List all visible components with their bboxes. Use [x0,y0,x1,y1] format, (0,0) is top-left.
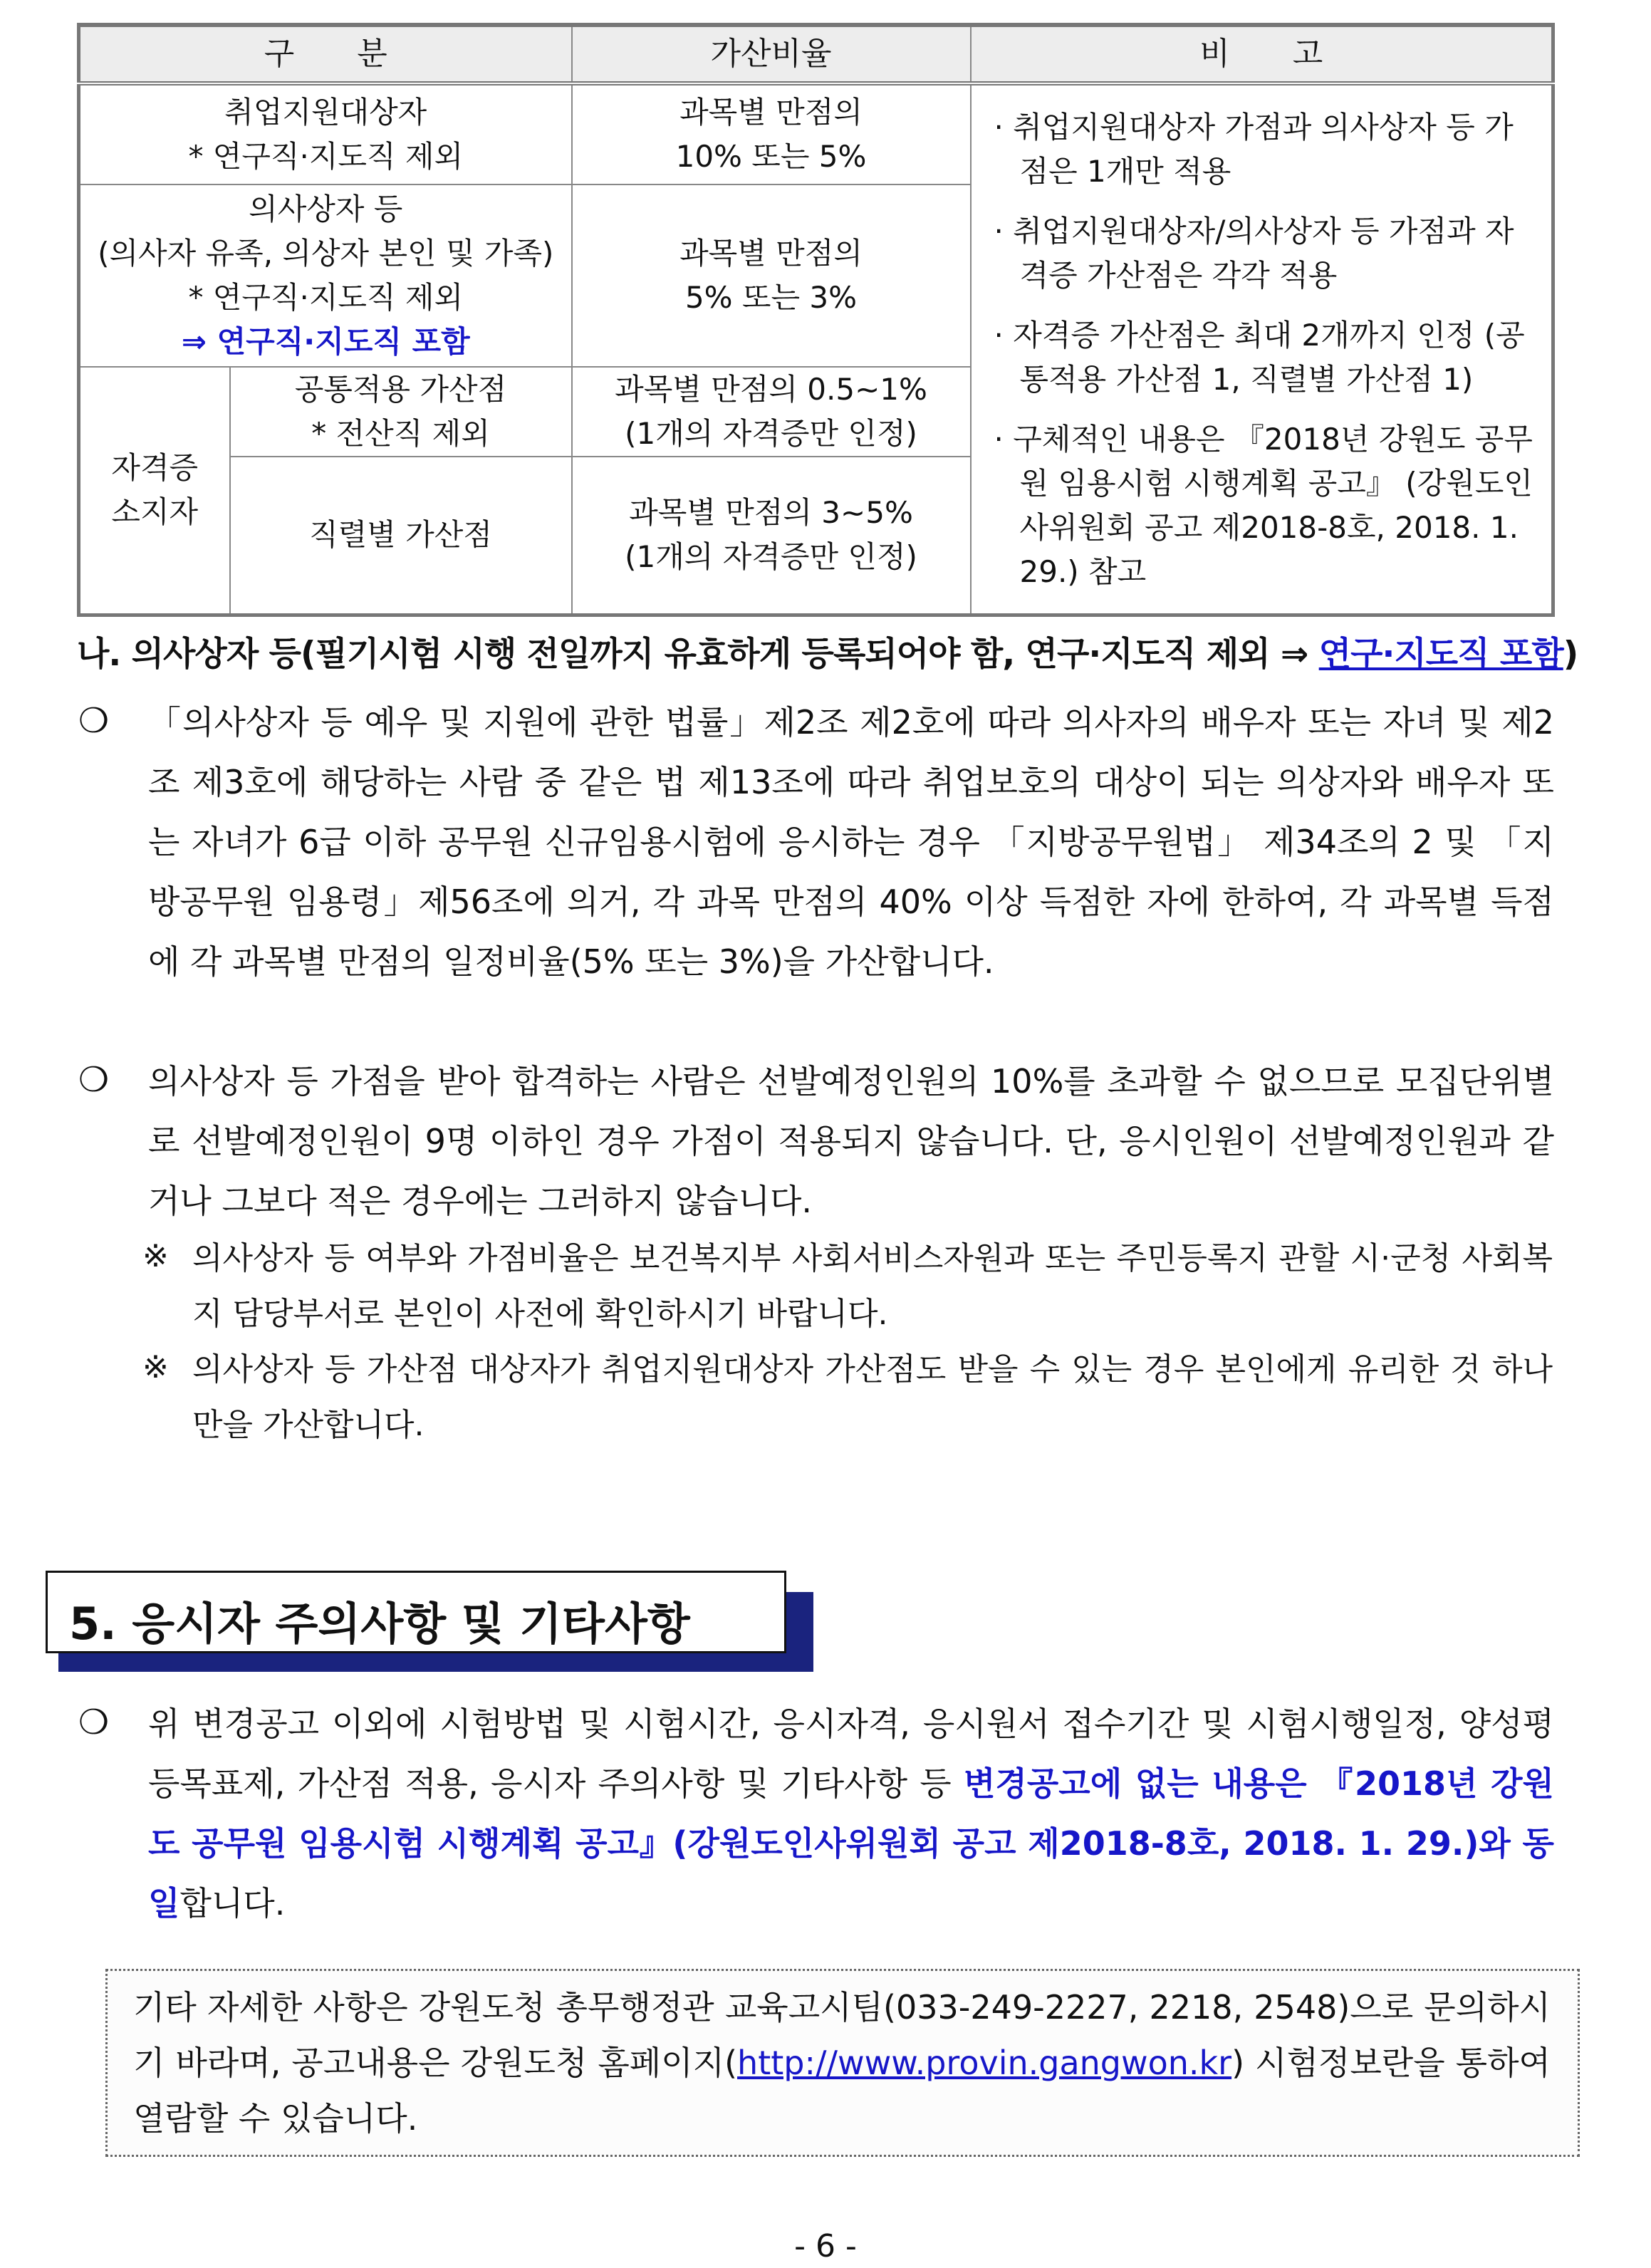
section-na-heading: 나. 의사상자 등(필기시험 시행 전일까지 유효하게 등록되어야 함, 연구·지도직 제외 ⇒ 연구·지도직 포함) [77,635,1578,674]
page-number: - 6 - [794,2228,857,2264]
remark-choose-one: 의사상자 등 가산점 대상자가 취업지원대상자 가산점도 받을 수 있는 경우 본인에게 유리한 것 하나만을 가산합니다. [192,1351,1553,1443]
row-victim-rate: 과목별 만점의 5% 또는 3% [572,184,971,367]
paragraph-other: 위 변경공고 이외에 시험방법 및 시험시간, 응시자격, 응시원서 접수기간 및 시험시행일정, 양성평등목표제, 가산점 적용, 응시자 주의사항 및 기타사항 등 변경공고에 없는 내용은 『2018년 강원도 공무원 임용시험 시행계획 공고』(강원도인사위원회 공고 제2018-8호, 2018. 1. 29.)와 동일합니다. [148,1705,1554,1923]
section-title: 5. 응시자 주의사항 및 기타사항 [69,1598,690,1650]
section-heading-box [46,1571,786,1653]
bullet-icon: ❍ [78,701,110,741]
change-notice: ⇒ 연구직·지도직 포함 [181,324,470,359]
bullet-icon: ❍ [78,1060,110,1100]
homepage-link[interactable]: http://www.provin.gangwon.kr [737,2044,1232,2082]
paragraph-limit: 의사상자 등 가점을 받아 합격하는 사람은 선발예정인원의 10%를 초과할 수 없으므로 모집단위별로 선발예정인원이 9명 이하인 경우 가점이 적용되지 않습니다. 단, 응시인원이 선발예정인원과 같거나 그보다 적은 경우에는 그러하지 않습니다. [148,1062,1554,1220]
note-item: · 구체적인 내용은 『2018년 강원도 공무원 임용시험 시행계획 공고』 (강원도인사위원회 공고 제2018-8호, 2018. 1. 29.) 참고 [994,422,1533,589]
remark-confirm: 의사상자 등 여부와 가점비율은 보건복지부 사회서비스자원과 또는 주민등록지 관할 시·군청 사회복지 담당부서로 본인이 사전에 확인하시기 바랍니다. [192,1240,1553,1332]
heading-change: 연구·지도직 포함 [1318,635,1563,674]
remark-icon: ※ [142,1349,169,1385]
header-rate: 가산비율 [572,25,971,83]
row-veteran-rate: 과목별 만점의 10% 또는 5% [572,83,971,184]
notes-cell [971,83,1553,615]
header-note: 비 고 [971,25,1553,83]
remark-icon: ※ [142,1238,169,1274]
cert-holder-label: 자격증 소지자 [79,367,230,615]
note-item: · 자격증 가산점은 최대 2개까지 인정 (공통적용 가산점 1, 직렬별 가산점 1) [994,318,1525,397]
note-item: · 취업지원대상자/의사상자 등 가점과 자격증 가산점은 각각 적용 [994,214,1514,293]
contact-info-text: 기타 자세한 사항은 강원도청 총무행정관 교육고시팀(033-249-2227, 2218, 2548)으로 문의하시기 바라며, 공고내용은 강원도청 홈페이지(http://www.provin.gangwon.kr) 시험정보란을 통하여 열람할 수 있습니다. [133,1988,1551,2138]
row-common-rate: 과목별 만점의 0.5~1% (1개의 자격증만 인정) [572,367,971,457]
row-series-category: 직렬별 가산점 [230,457,572,615]
row-series-rate: 과목별 만점의 3~5% (1개의 자격증만 인정) [572,457,971,615]
highlight-same-as-plan: 변경공고에 없는 내용은 『2018년 강원도 공무원 임용시험 시행계획 공고』(강원도인사위원회 공고 제2018-8호, 2018. 1. 29.)와 동일 [148,1764,1554,1923]
header-category: 구 분 [79,25,572,83]
paragraph-law: 「의사상자 등 예우 및 지원에 관한 법률」제2조 제2호에 따라 의사자의 배우자 또는 자녀 및 제2조 제3호에 해당하는 사람 중 같은 법 제13조에 따라 취업보호의 대상이 되는 의상자와 배우자 또는 자녀가 6급 이하 공무원 신규임용시험에 응시하는 경우 「지방공무원법」 제34조의 2 및 「지방공무원 임용령」제56조에 의거, 각 과목 만점의 40% 이상 득점한 자에 한하여, 각 과목별 득점에 각 과목별 만점의 일정비율(5% 또는 3%)을 가산합니다. [148,703,1554,981]
bullet-icon: ❍ [78,1702,110,1742]
row-veteran-category: 취업지원대상자 * 연구직·지도직 제외 [79,83,572,184]
note-item: · 취업지원대상자 가점과 의사상자 등 가점은 1개만 적용 [994,110,1514,189]
contact-info-box [105,1969,1580,2157]
row-victim-category: 의사상자 등 (의사자 유족, 의상자 본인 및 가족) * 연구직·지도직 제외 ⇒ 연구직·지도직 포함 [79,184,572,367]
bonus-points-table [77,23,1555,617]
row-common-category: 공통적용 가산점 * 전산직 제외 [230,367,572,457]
